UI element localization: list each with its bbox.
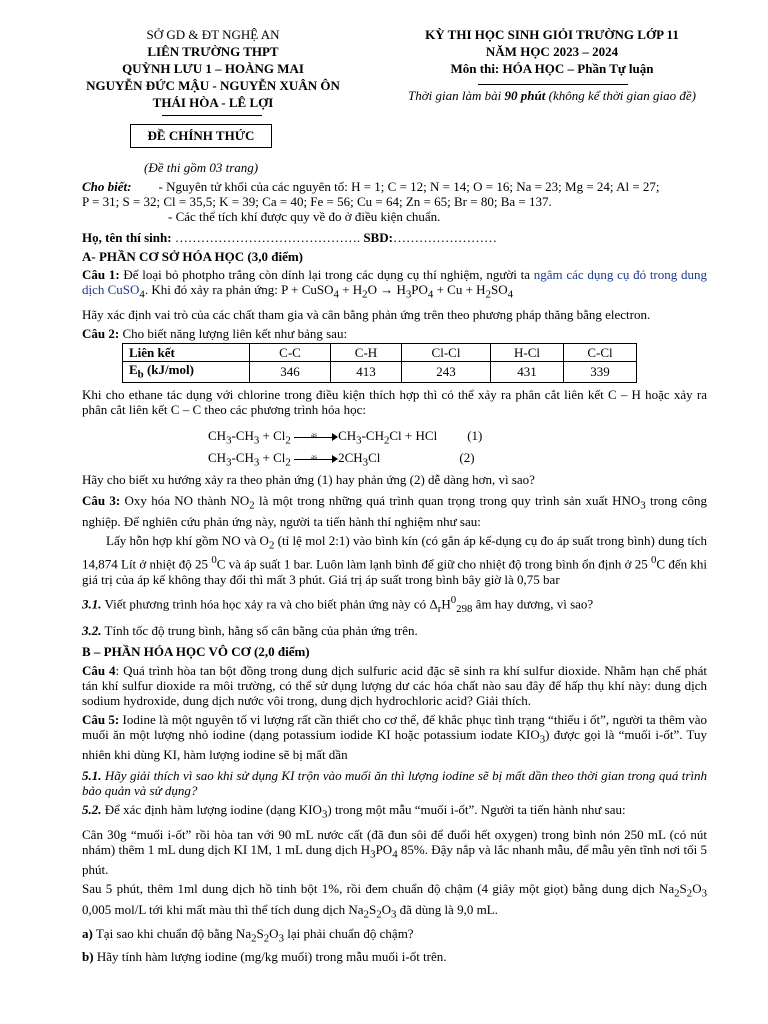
question-3: Câu 3: Oxy hóa NO thành $NO_2$ là một trong những quá trình quan trọng trong quy trình sản xuất $HNO_3$ trong công nghiệp. Để nghiên cứu phản ứng này, người ta tiến hành thí nghiệm như sau: (82, 493, 707, 529)
exam-title: KỲ THI HỌC SINH GIỎI TRƯỜNG LỚP 11 (425, 27, 679, 42)
table-row (123, 343, 637, 361)
question-3-procedure: Lấy hỗn hợp khí gồm NO và $O_2$ (tỉ lệ mol 2:1) vào bình kín (có gắn áp kế-dụng cụ đo áp suất trong bình) dung tích 14,874 Lít ở nhiệt độ 25 $^0$C và áp suất 1 bar. Luôn làm lạnh bình để giữ cho nhiệt độ trong bình ổn định ở 25 $^0$C đến khi giá trị của áp kế không thay đổi thì mất 3 phút. Giá trị áp suất trong bình bây giờ là 0,75 bar (82, 532, 707, 587)
table-row (123, 361, 637, 383)
table-cell: C-H (331, 343, 402, 361)
question-5: Câu 5: Iodine là một nguyên tố vi lượng rất cần thiết cho cơ thể, để khắc phục tình trạng “thiếu i ốt”, người ta thêm vào muối ăn một lượng nhỏ iodine (dạng potassium iodide KI hoặc potassium iodate $KIO_3$) được gọi là “muối i-ốt”. Tuy nhiên khi dùng KI, hàm lượng iodine sẽ bị mất dần (82, 711, 707, 763)
table-cell: H-Cl (491, 343, 564, 361)
bond-energy-table (122, 343, 637, 384)
question-5-2-procedure-1: Cân 30g “muối i-ốt” rồi hòa tan với 90 mL nước cất (đã đun sôi để đuổi hết oxygen) trong bình nón 250 mL (có nút nhám) thêm 1 mL dung dịch KI 1M, 1 mL dung dịch $H_3PO_4$ 85%. Đậy nắp và lắc nhanh mẫu, để mẫu yên tĩnh nơi tối 5 phút. (82, 826, 708, 878)
question-5-2: 5.2. Để xác định hàm lượng iodine (dạng $KIO_3$) trong một mẫu “muối i-ốt”. Người ta tiến hành như sau: (82, 802, 626, 821)
table-cell: 413 (331, 361, 402, 383)
question-3-2: 3.2. Tính tốc độ trung bình, hằng số cân bằng của phản ứng trên. (82, 622, 418, 638)
section-a-title: A- PHẦN CƠ SỞ HÓA HỌC (3,0 điểm) (82, 249, 303, 264)
page-count-note: (Đề thi gồm 03 trang) (144, 160, 259, 175)
header-right-rule (478, 84, 628, 85)
table-cell: Cl-Cl (402, 343, 491, 361)
question-5-2-a: a) Tại sao khi chuẩn độ bằng $Na_2S_2O_3$ lại phải chuẩn độ chậm? (82, 925, 414, 945)
question-4: Câu 4: Quá trình hòa tan bột đồng trong dung dịch sulfuric acid đặc sẽ sinh ra khí sulfur dioxide. Nhằm hạn chế phát tán khí sulfur dioxide ra môi trường, có thể sử dụng lượng dư các hóa chất nào sau đây để hấp thụ khí này: dung dịch sodium hydroxide, dung dịch nước vôi trong, dung dịch hydrochloric acid? Giải thích. (82, 662, 707, 708)
table-cell: Liên kết (123, 343, 250, 361)
section-b-title: B – PHẦN HÓA HỌC VÔ CƠ (2,0 điểm) (82, 643, 310, 659)
exam-time: Thời gian làm bài 90 phút (không kể thời gian giao đề) (408, 88, 696, 103)
exam-header (392, 26, 712, 104)
given-line-3: - Các thể tích khí được quy về đo ở điều kiện chuẩn. (168, 209, 441, 224)
equation-1: $CH_3-CH_3 + Cl_2$ as $CH_3-CH_2Cl$ + HCl (1) (208, 428, 483, 447)
question-5-1: 5.1. Hãy giải thích vì sao khi sử dụng KI trộn vào muối ăn thì lượng iodine sẽ bị mất dần theo thời gian trong quá trình bảo quản và sử dụng? (82, 768, 707, 799)
school-line-2: QUỲNH LƯU 1 – HOÀNG MAI (122, 61, 304, 76)
reaction-equations (208, 425, 707, 469)
table-cell: C-Cl (564, 343, 637, 361)
reaction-arrow-icon: as (294, 454, 338, 464)
header-left-rule (162, 115, 262, 116)
exam-year: NĂM HỌC 2023 – 2024 (485, 44, 619, 59)
given-line-1: Cho biết: - Nguyên tử khối của các nguyên tố: H = 1; C = 12; N = 14; O = 16; Na = 23; Mg = 24; Al = 27; (82, 179, 660, 194)
exam-subject: Môn thi: HÓA HỌC – Phần Tự luận (450, 61, 654, 76)
question-5-2-b: b) Hãy tính hàm lượng iodine (mg/kg muối) trong mẫu muối i-ốt trên. (82, 949, 447, 965)
school-line-4: THÁI HÒA - LÊ LỢI (152, 95, 274, 110)
equation-2: $CH_3-CH_3 + Cl_2$ as $2CH_3Cl$ (2) (208, 450, 475, 469)
table-cell: 243 (402, 361, 491, 383)
student-info-line: Họ, tên thí sinh: ……………………………………. SBD:…………………… (82, 230, 497, 245)
question-1-ask: Hãy xác định vai trò của các chất tham gia và cân bằng phản ứng trên theo phương pháp thăng bằng electron. (82, 306, 651, 322)
given-line-2: P = 31; S = 32; Cl = 35,5; K = 39; Ca = 40; Fe = 56; Cu = 64; Zn = 65; Br = 80; Ba = 137. (82, 194, 552, 209)
table-cell: 431 (491, 361, 564, 383)
department-name: SỞ GD & ĐT NGHỆ AN (146, 27, 280, 42)
question-1: Câu 1: Để loại bỏ photpho trắng còn dính lại trong các dụng cụ thí nghiệm, người ta ngâm các dụng cụ đó trong dung dịch CuSO$_4$. Khi đó xảy ra phản ứng: P + CuSO$_4$ + $H_2O \to H_3PO_4 + Cu + H_2SO_4$ (82, 267, 707, 301)
school-line-3: NGUYỄN ĐỨC MẬU - NGUYỄN XUÂN ÔN (86, 78, 340, 93)
reaction-arrow-icon: as (294, 432, 338, 442)
table-cell: 346 (250, 361, 331, 383)
school-header (58, 26, 368, 111)
table-cell: C-C (250, 343, 331, 361)
table-cell: 339 (564, 361, 637, 383)
official-exam-box: ĐỀ CHÍNH THỨC (130, 124, 272, 148)
school-line-1: LIÊN TRƯỜNG THPT (147, 44, 279, 59)
exam-body (82, 179, 707, 964)
table-cell: $E_b$ (kJ/mol) (123, 361, 250, 383)
question-2-ask: Hãy cho biết xu hướng xảy ra theo phản ứng (1) hay phản ứng (2) dễ dàng hơn, vì sao? (82, 472, 535, 488)
question-2: Câu 2: Cho biết năng lượng liên kết như bảng sau: (82, 325, 348, 341)
question-2-text: Khi cho ethane tác dụng với chlorine trong điều kiện thích hợp thì có thể xảy ra phân cắt liên kết C – H hoặc xảy ra phân cắt liên kết C – C theo các phương trình hóa học: (82, 387, 707, 418)
question-5-2-procedure-2: Sau 5 phút, thêm 1ml dung dịch hồ tinh bột 1%, rồi đem chuẩn độ chậm (4 giây một giọt) bằng dung dịch $Na_2S_2O_3$ 0,005 mol/L tới khi mất màu thì thể tích dung dịch $Na_2S_2O_3$ đã dùng là 9,0 mL. (82, 881, 707, 921)
question-3-1: 3.1. Viết phương trình hóa học xảy ra và cho biết phản ứng này có $\Delta_rH^0_{298}$ âm hay dương, vì sao? (82, 593, 594, 615)
